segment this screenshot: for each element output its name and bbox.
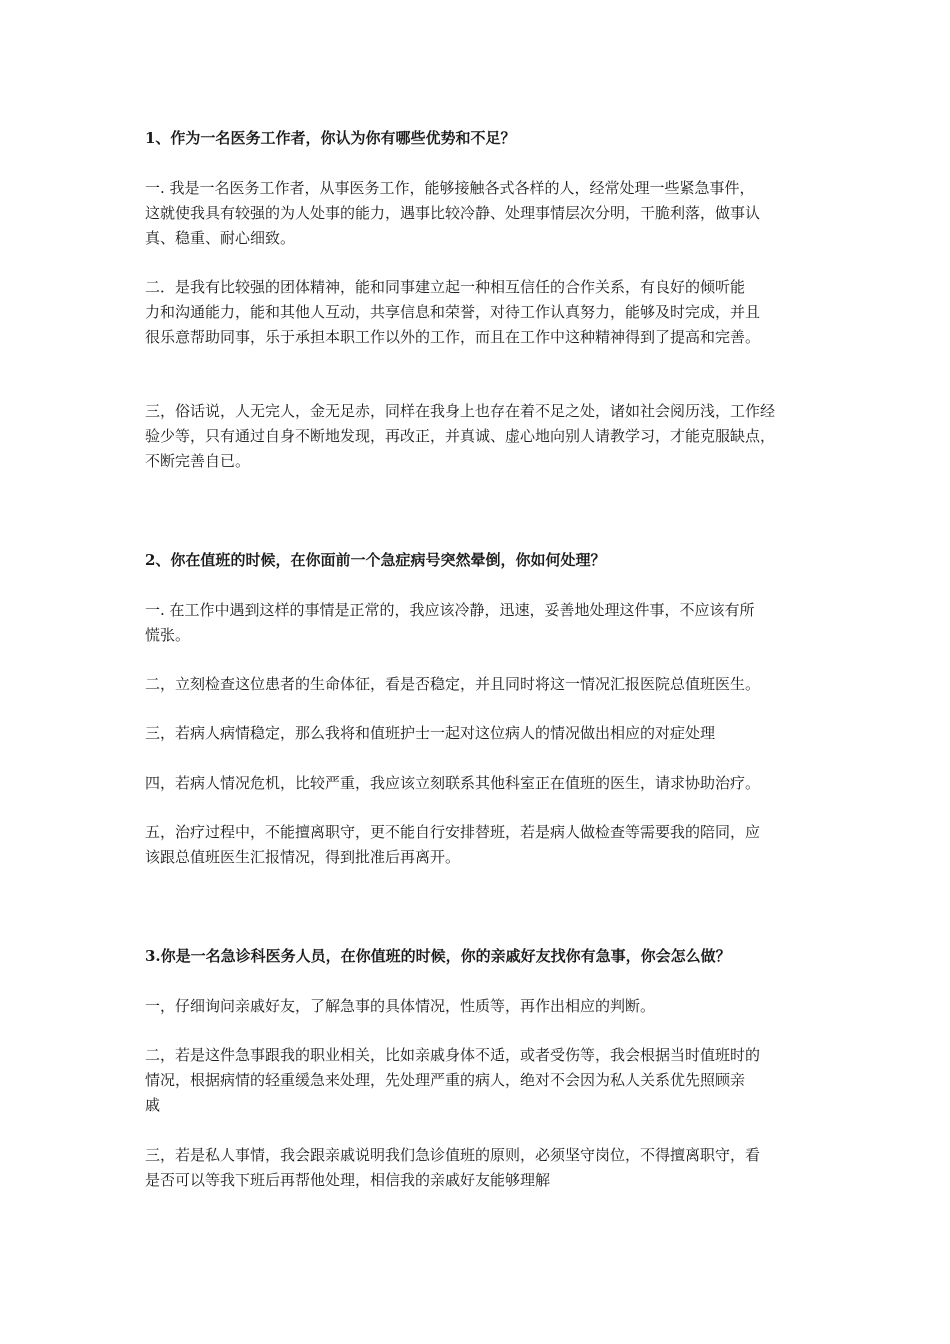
answer-2-2: 二，立刻检查这位患者的生命体征，看是否稳定，并且同时将这一情况汇报医院总值班医生。 <box>145 675 761 693</box>
question-1-heading: 1、作为一名医务工作者，你认为你有哪些优势和不足？ <box>145 129 516 147</box>
question-3-heading: 3.你是一名急诊科医务人员，在你值班的时候，你的亲戚好友找你有急事，你会怎么做？ <box>145 947 731 965</box>
question-2-heading: 2、你在值班的时候，在你面前一个急症病号突然晕倒，你如何处理？ <box>145 551 606 569</box>
answer-3-1: 一，仔细询问亲戚好友，了解急事的具体情况，性质等，再作出相应的判断。 <box>145 997 656 1015</box>
answer-1-3: 三，俗话说，人无完人，金无足赤，同样在我身上也存在着不足之处，诸如社会阅历浅，工作经 验少等，只有通过自身不断地发现，再改正，并真诚、虚心地向别人请教学习，才能克服缺点， 不断完善自已。 <box>145 402 776 470</box>
answer-2-5: 五，治疗过程中，不能擅离职守，更不能自行安排替班，若是病人做检查等需要我的陪同，应 该跟总值班医生汇报情况，得到批准后再离开。 <box>145 823 761 866</box>
answer-2-4: 四，若病人情况危机，比较严重，我应该立刻联系其他科室正在值班的医生，请求协助治疗。 <box>145 774 761 792</box>
answer-3-2: 二，若是这件急事跟我的职业相关，比如亲戚身体不适，或者受伤等，我会根据当时值班时的 情况，根据病情的轻重缓急来处理，先处理严重的病人，绝对不会因为私人关系优先照顾亲 戚 <box>145 1046 761 1114</box>
answer-3-3: 三，若是私人事情，我会跟亲戚说明我们急诊值班的原则，必须坚守岗位，不得擅离职守，看 是否可以等我下班后再帮他处理，相信我的亲戚好友能够理解 <box>145 1146 761 1189</box>
answer-2-1: 一. 在工作中遇到这样的事情是正常的，我应该冷静，迅速，妥善地处理这件事，不应该有所 慌张。 <box>145 601 755 644</box>
answer-1-2: 二．是我有比较强的团体精神，能和同事建立起一种相互信任的合作关系，有良好的倾听能 力和沟通能力，能和其他人互动，共享信息和荣誉，对待工作认真努力，能够及时完成，并且 很乐意帮助同事，乐于承担本职工作以外的工作，而且在工作中这种精神得到了提高和完善。 <box>145 278 761 346</box>
answer-1-1: 一. 我是一名医务工作者，从事医务工作，能够接触各式各样的人，经常处理一些紧急事件， 这就使我具有较强的为人处事的能力，遇事比较冷静、处理事情层次分明，干脆利落，做事认 真、稳重、耐心细致。 <box>145 179 761 247</box>
answer-2-3: 三，若病人病情稳定，那么我将和值班护士一起对这位病人的情况做出相应的对症处理 <box>145 724 716 742</box>
